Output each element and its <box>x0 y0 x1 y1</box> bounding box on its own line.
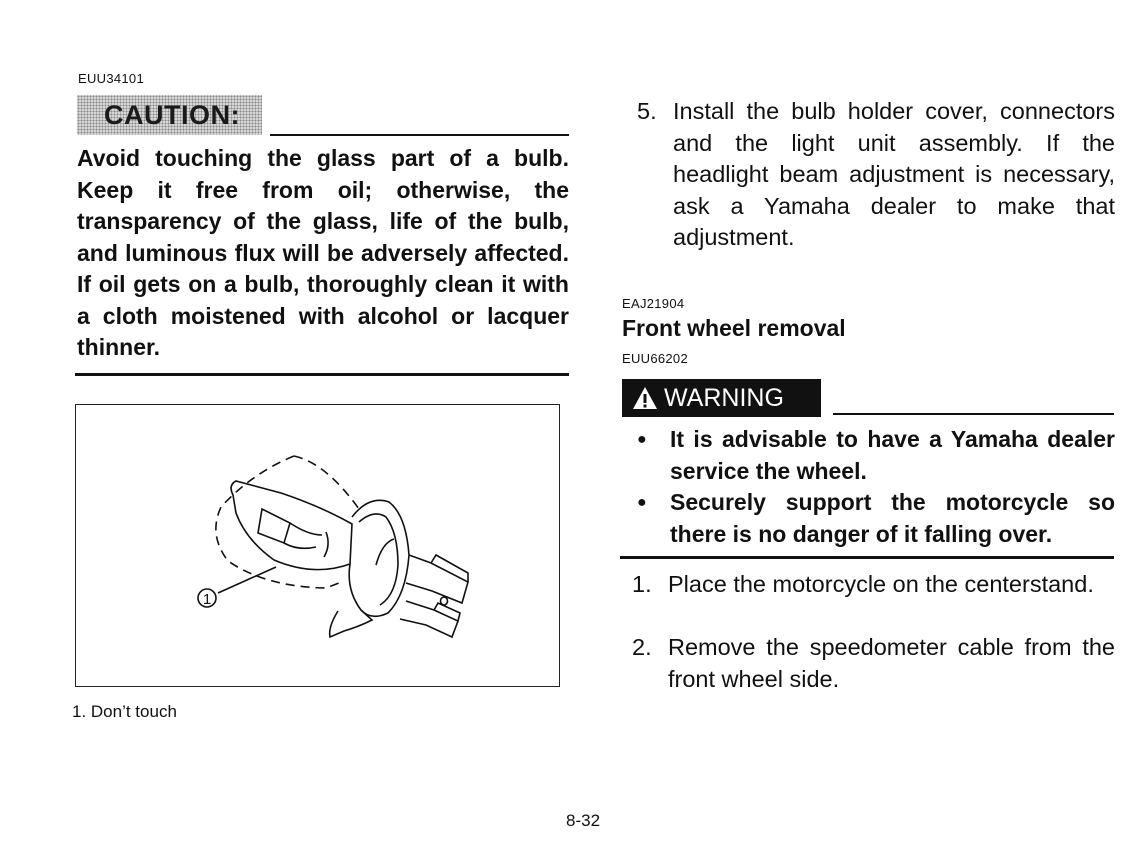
warning-triangle-icon <box>632 385 658 411</box>
step-text: Remove the speedometer cable from the front wheel side. <box>668 634 1115 692</box>
instruction-step-1 <box>632 569 1115 601</box>
step-text: Place the motorcycle on the centerstand. <box>668 571 1094 597</box>
caution-end-divider <box>75 373 569 376</box>
section-code: EUU34101 <box>78 71 144 86</box>
filament-shield <box>258 509 290 543</box>
filament <box>324 532 328 557</box>
instruction-step-5 <box>637 96 1115 254</box>
warning-code: EUU66202 <box>622 351 688 366</box>
filament <box>284 523 322 548</box>
warning-divider <box>833 413 1114 415</box>
figure-caption: 1. Don’t touch <box>72 702 177 721</box>
warning-end-divider <box>620 556 1114 559</box>
instruction-step-2 <box>632 632 1115 695</box>
warning-label <box>622 379 821 417</box>
warning-item-text: Securely support the motorcycle so there is no danger of it falling over. <box>670 489 1115 547</box>
warning-item <box>637 487 1115 550</box>
warning-item-text: It is advisable to have a Yamaha dealer service the wheel. <box>670 426 1115 484</box>
caution-label-text: CAUTION: <box>104 99 240 130</box>
step-number: 5. <box>637 98 657 124</box>
terminal <box>400 601 458 637</box>
bulb-illustration <box>75 404 560 687</box>
touch-zone-outline <box>216 456 344 588</box>
glass-bulb <box>231 481 352 570</box>
base-flange-detail <box>376 539 394 565</box>
bullet-icon: ● <box>637 494 647 511</box>
step-number: 2. <box>632 634 652 660</box>
base-flange <box>349 500 409 616</box>
terminal <box>406 555 468 603</box>
page-number: 8-32 <box>566 811 601 830</box>
warning-label-text: WARNING <box>664 383 784 412</box>
caution-text: Avoid touching the glass part of a bulb. Keep it free from oil; otherwise, the transparency of the glass, life of the bulb, and luminous flux will be adversely affected. If oil gets on a bulb, thoroughly clean it with a cloth moistened with alcohol or lacquer thinner. <box>77 145 569 360</box>
terminal <box>431 555 468 582</box>
warning-item <box>637 424 1115 487</box>
caution-divider <box>270 134 569 136</box>
callout-leader-line <box>218 567 276 593</box>
step-number: 1. <box>632 571 652 597</box>
bullet-icon: ● <box>637 431 647 448</box>
section-heading: Front wheel removal <box>622 315 846 341</box>
step-text: Install the bulb holder cover, connectors and the light unit assembly. If the headlight beam adjustment is necessary, ask a Yamaha dealer to make that adjustment. <box>673 98 1115 250</box>
caution-label <box>77 95 262 135</box>
section-code: EAJ21904 <box>622 296 685 311</box>
headlight-bulb-drawing <box>76 405 561 688</box>
callout-number: 1 <box>202 591 212 608</box>
mounting-tab <box>330 610 372 637</box>
